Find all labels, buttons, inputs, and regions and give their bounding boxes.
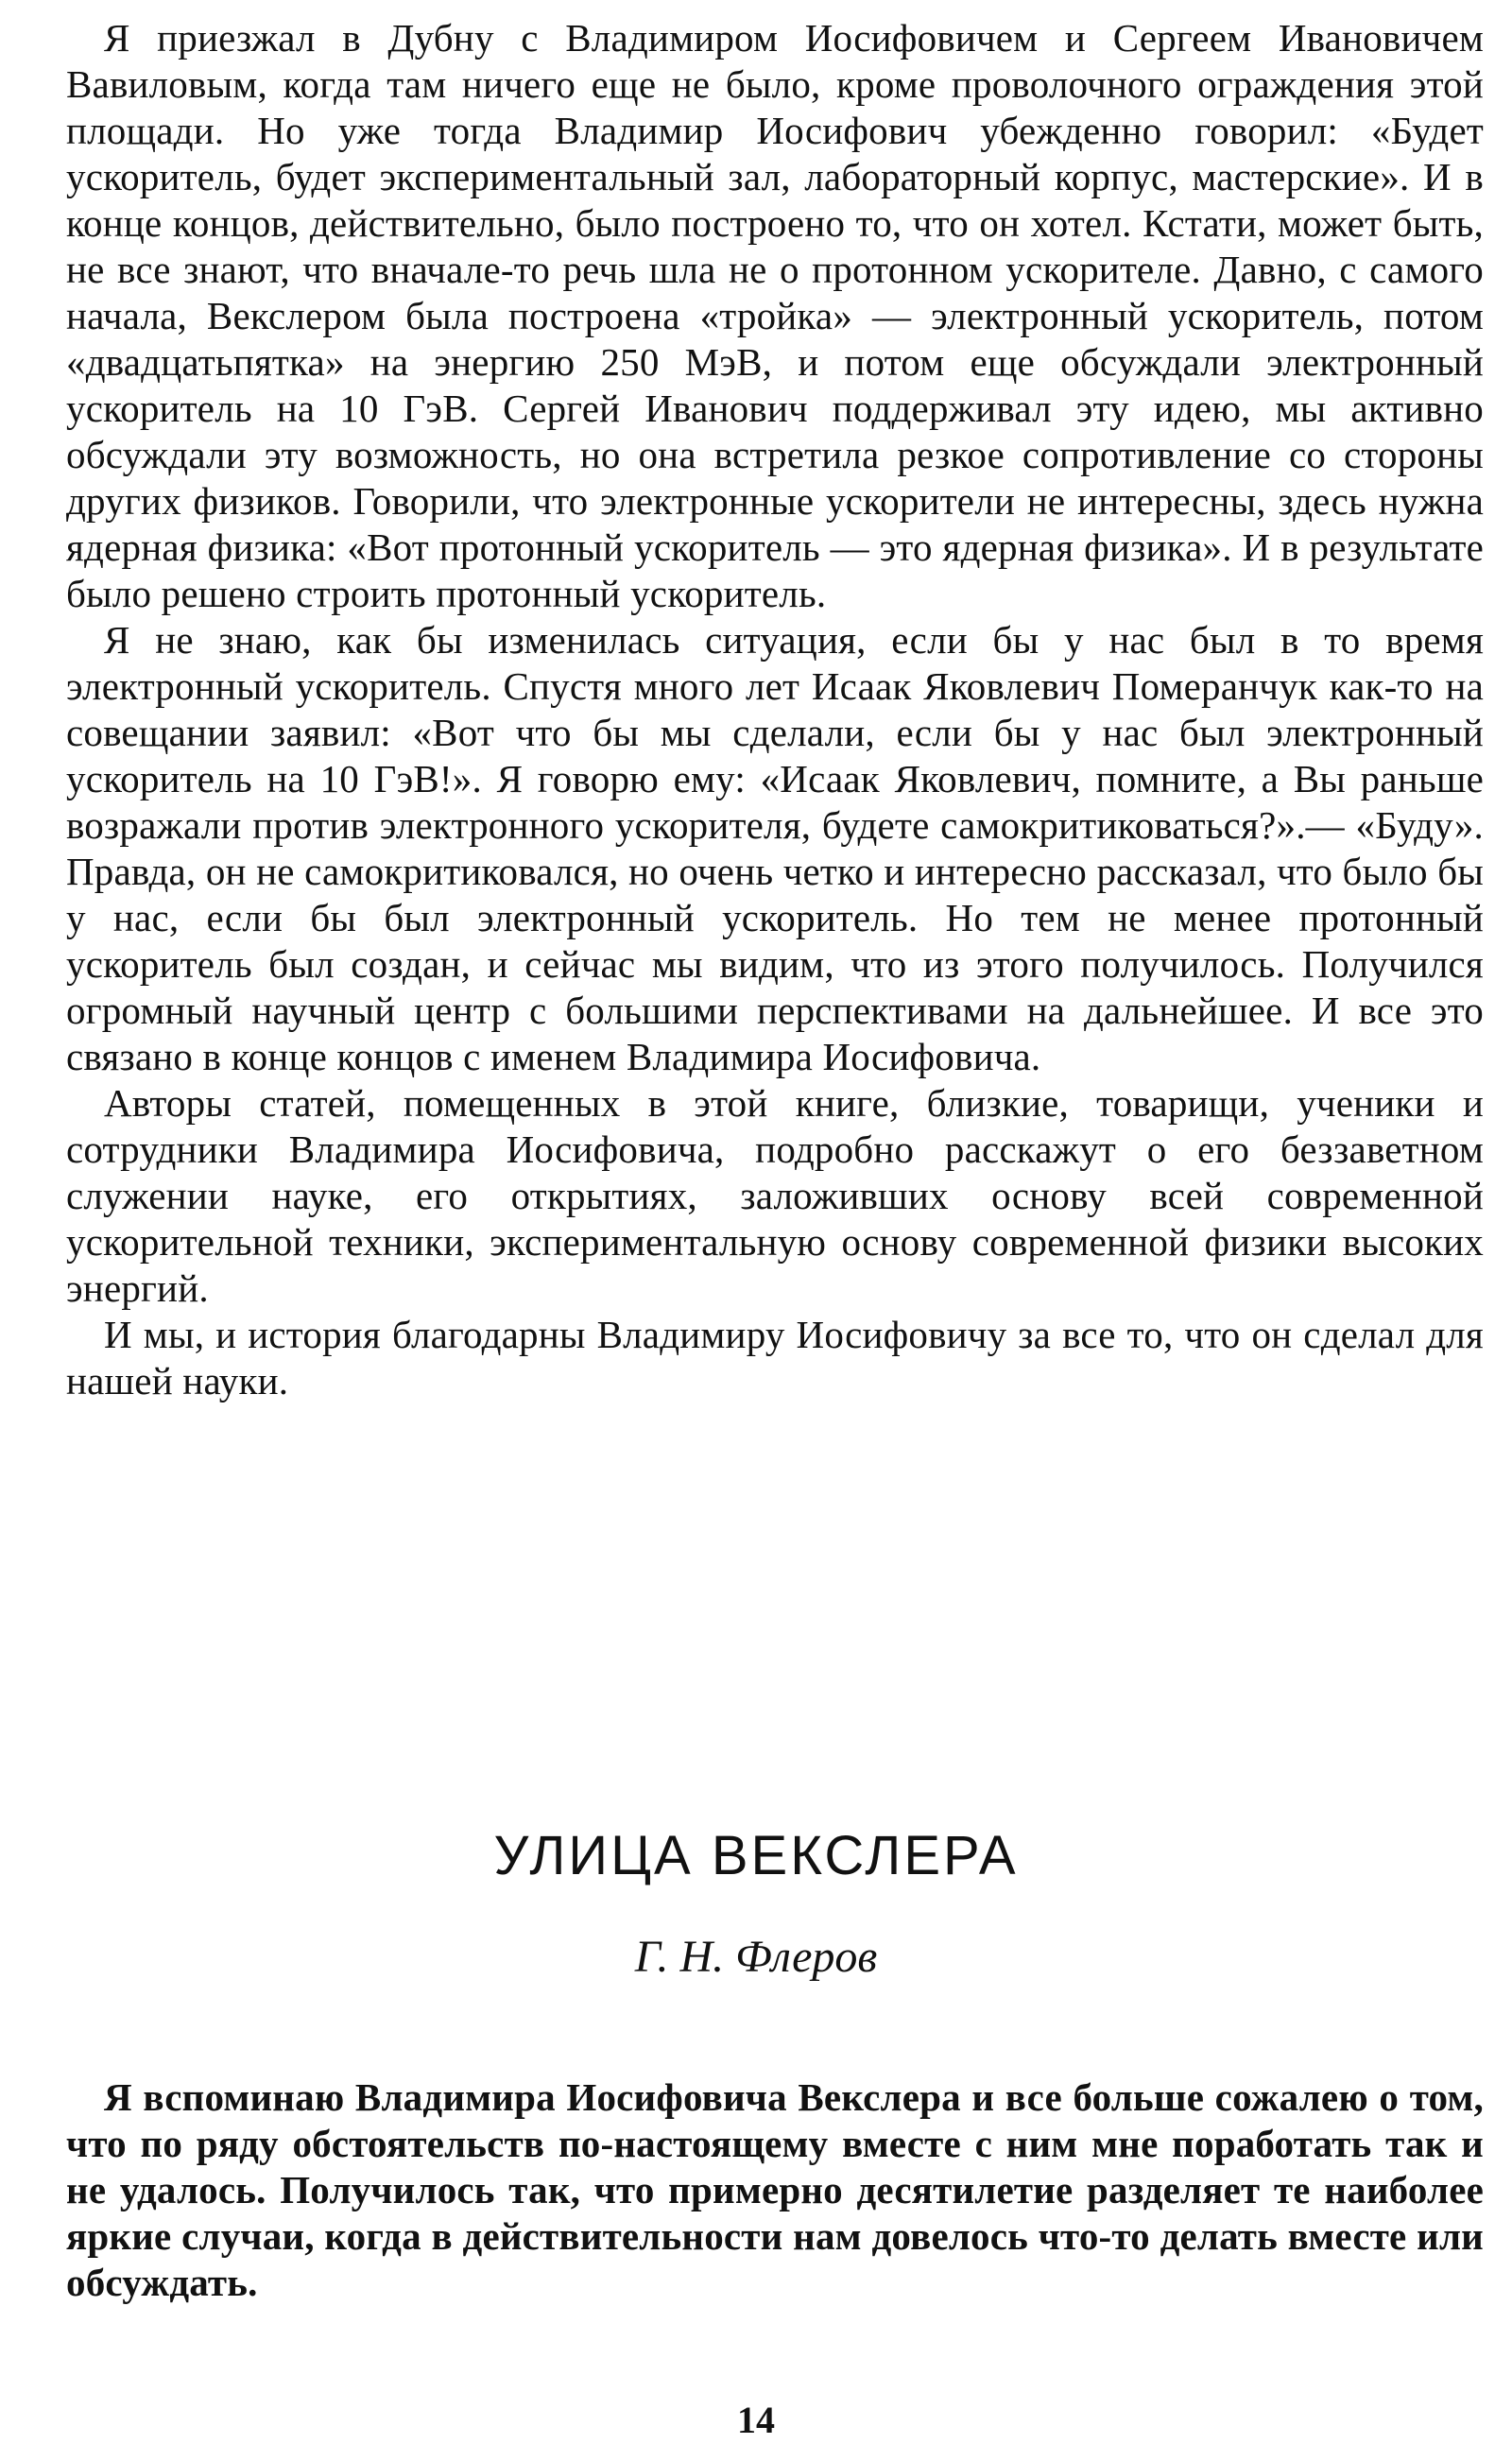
- paragraph-recollection: Я вспоминаю Владимира Иосифовича Векслера и все больше сожалею о том, что по ряду обстоятельств по-настоящему вместе с ним мне поработать так и не удалось. Получилось так, что примерно десятилетие разделяет те наиболее яркие случаи, когда в действительности нам довелось что-то делать вместе или обсуждать.: [66, 2075, 1484, 2304]
- new-article-text: [66, 2074, 1484, 2306]
- paragraph-book-authors: Авторы статей, помещенных в этой книге, близкие, товарищи, ученики и сотрудники Владимира Иосифовича, подробно расскажут о его беззаветном служении науке, его открытиях, заложивших основу всей современной ускорительной техники, экспериментальную основу современной физики высоких энергий.: [66, 1081, 1484, 1310]
- paragraph-dubna-visit: Я приезжал в Дубну с Владимиром Иосифовичем и Сергеем Ивановичем Вавиловым, когда там ничего еще не было, кроме проволочного ограждения этой площади. Но уже тогда Владимир Иосифович убежденно говорил: «Будет ускоритель, будет экспериментальный зал, лабораторный корпус, мастерские». И в конце концов, действительно, было построено то, что он хотел. Кстати, может быть, не все знают, что вначале-то речь шла не о протонном ускорителе. Давно, с самого начала, Векслером была построена «тройка» — электронный ускоритель, потом «двадцатьпятка» на энергию 250 МэВ, и потом еще обсуждали электронный ускоритель на 10 ГэВ. Сергей Иванович поддерживал эту идею, мы активно обсуждали эту возможность, но она встретила резкое сопротивление со стороны других физиков. Говорили, что электронные ускорители не интересны, здесь нужна ядерная физика: «Вот протонный ускоритель — это ядерная физика». И в результате было решено строить протонный ускоритель.: [66, 16, 1484, 615]
- paragraph-electron-accelerator: Я не знаю, как бы изменилась ситуация, если бы у нас был в то время электронный ускоритель. Спустя много лет Исаак Яковлевич Померанчук как-то на совещании заявил: «Вот что бы мы сделали, если бы у нас был электронный ускоритель на 10 ГэВ!». Я говорю ему: «Исаак Яковлевич, помните, а Вы раньше возражали против электронного ускорителя, будете самокритиковаться?».— «Буду». Правда, он не самокритиковался, но очень четко и интересно рассказал, что было бы у нас, если бы был электронный ускоритель. Но тем не менее протонный ускоритель был создан, и сейчас мы видим, что из этого получилось. Получился огромный научный центр с большими перспективами на дальнейшее. И все это связано в конце концов с именем Владимира Иосифовича.: [66, 618, 1484, 1078]
- section-title: УЛИЦА ВЕКСЛЕРА: [493, 1825, 1019, 1886]
- previous-article-text: [66, 15, 1484, 1404]
- paragraph-gratitude: И мы, и история благодарны Владимиру Иосифовичу за все то, что он сделал для нашей науки.: [66, 1313, 1484, 1403]
- section-author: Г. Н. Флеров: [634, 1932, 878, 1982]
- page-number: 14: [737, 2399, 775, 2441]
